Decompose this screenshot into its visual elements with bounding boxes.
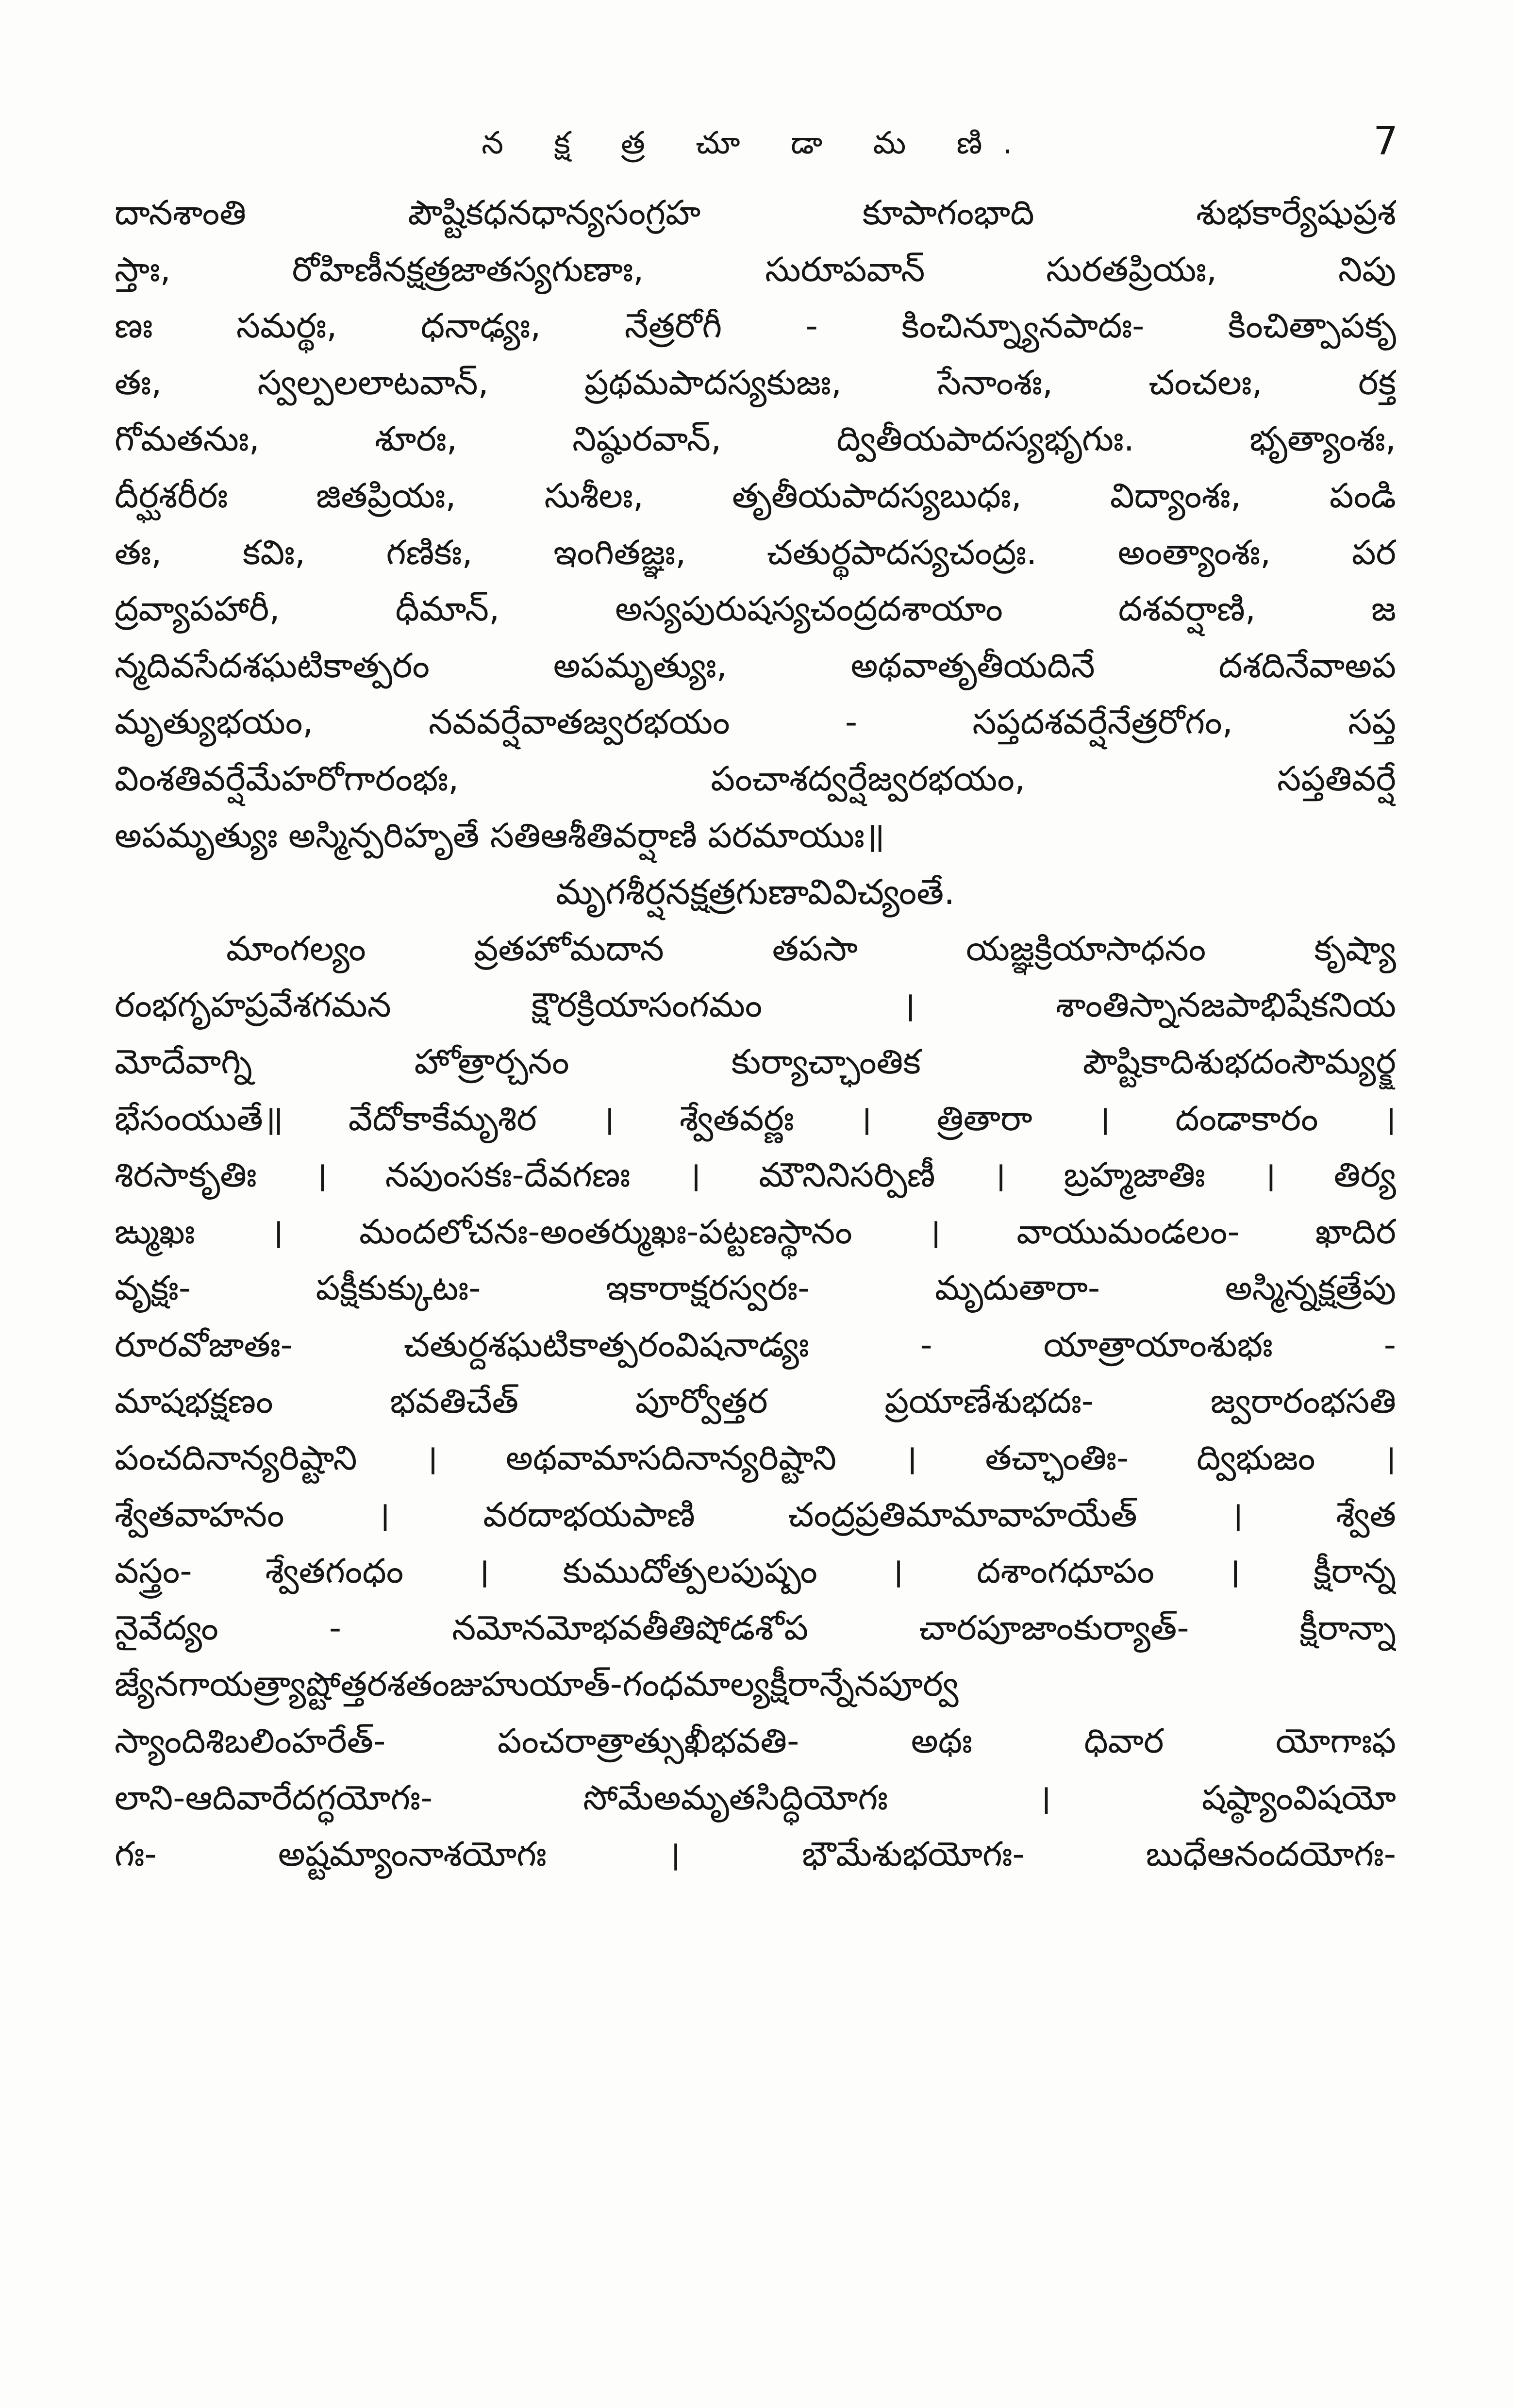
text-line: ణః సమర్థః, ధనాఢ్యః, నేత్రరోగీ - కించిన్న్యూనపాదః- కించిత్పాపకృ (115, 306, 1396, 346)
running-head-title: న క్ష త్ర చూ డా మ ణి. (482, 125, 1033, 161)
text-line: తః, స్వల్పలలాటవాన్, ప్రథమపాదస్యకుజః, సేనాంశః, చంచలః, రక్త (115, 362, 1396, 402)
text-line: భేసంయుతే॥ వేదోకాకేమృశిర । శ్వేతవర్ణః । త్రితారా । దండాకారం । (115, 1098, 1396, 1138)
text-line: శ్వేతవాహనం । వరదాభయపాణి చంద్రప్రతిమామావాహయేత్ । శ్వేత (115, 1494, 1396, 1535)
text-line: అపమృత్యుః అస్మిన్పరిహృతే సతిఆశీతివర్షాణి పరమాయుః॥ (115, 815, 885, 855)
text-line: రంభగృహప్రవేశగమన క్షౌరక్రియాసంగమం । శాంతిస్నానజపాభిషేకనియ (115, 985, 1396, 1025)
text-line: న్మదివసేదశఘటికాత్పరం అపమృత్యుః, అథవాతృతీయదినే దశదినేవాఅప (115, 645, 1396, 686)
text-line: ద్రవ్యాపహారీ, ధీమాన్, అస్యపురుషస్యచంద్రదశాయాం దశవర్షాణి, జ (115, 589, 1396, 629)
text-line: గః- అష్టమ్యాంనాశయోగః । భౌమేశుభయోగః- బుధేఆనందయోగః- (115, 1834, 1396, 1874)
text-line: మాంగల్యం వ్రతహోమదాన తపసా యజ్ఞక్రియాసాధనం కృష్యా (226, 928, 1396, 969)
text-line: వస్త్రం- శ్వేతగంధం । కుముదోత్పలపుష్పం । దశాంగధూపం । క్షీరాన్న (115, 1551, 1396, 1591)
text-line: రూరవోజాతః- చతుర్దశఘటికాత్పరంవిషనాడ్యః - యాత్రాయాంశుభః - (115, 1324, 1396, 1365)
section-heading: మృగశీర్షనక్షత్రగుణావివిచ్యంతే. (555, 871, 955, 913)
text-line: వింశతివర్షేమేహరోగారంభః, పంచాశద్వర్షేజ్వరభయం, సప్తతివర్షే (115, 758, 1396, 799)
text-line: దీర్ఘశరీరః జితప్రియః, సుశీలః, తృతీయపాదస్యబుధః, విద్యాంశః, పండి (115, 475, 1396, 516)
text-line: లాని-ఆదివారేదగ్ధయోగః- సోమేఅమృతసిద్ధియోగః । షష్ఠ్యాంవిషయో (115, 1777, 1396, 1818)
text-line: మృత్యుభయం, నవవర్షేవాతజ్వరభయం - సప్తదశవర్షేనేత్రరోగం, సప్త (115, 702, 1396, 742)
body-text (115, 184, 1396, 1883)
text-line: వృక్షః- పక్షీకుక్కుటః- ఇకారాక్షరస్వరః- మృదుతారా- అస్మిన్నక్షత్రేపు (115, 1268, 1396, 1308)
text-line: శిరసాకృతిః । నపుంసకః-దేవగణః । మౌనినిసర్పిణీ । బ్రహ్మజాతిః । తిర్య (115, 1155, 1396, 1195)
text-line: మోదేవాగ్ని హోత్రార్చనం కుర్యాచ్ఛాంతిక పౌష్టికాదిశుభదంసౌమ్యర్క్ష (115, 1041, 1396, 1082)
text-line: స్తాః, రోహిణీనక్షత్రజాతస్యగుణాః, సురూపవాన్ సురతప్రియః, నిపు (115, 249, 1396, 289)
page-number: 7 (1373, 118, 1398, 164)
text-line: మాషభక్షణం భవతిచేత్ పూర్వోత్తర ప్రయాణేశుభదః- జ్వరారంభసతి (115, 1381, 1396, 1421)
text-line: తః, కవిః, గణికః, ఇంగితజ్ఞః, చతుర్థపాదస్యచంద్రః. అంత్యాంశః, పర (115, 532, 1396, 572)
text-line: నైవేద్యం - నమోనమోభవతీతిషోడశోప చారపూజాంకుర్యాత్- క్షీరాన్నా (115, 1607, 1396, 1648)
text-line: స్యాందిశిబలింహరేత్- పంచరాత్రాత్సుఖీభవతి- అథః ధివార యోగాఃఫ (115, 1721, 1396, 1761)
text-line: గోమతనుః, శూరః, నిష్ఠురవాన్, ద్వితీయపాదస్యభృగుః. భృత్యాంశః, (115, 419, 1396, 459)
text-line: జ్యేనగాయత్ర్యాష్టోత్తరశతంజుహుయాత్-గంధమాల్యక్షీరాన్నేనపూర్వ (115, 1664, 959, 1705)
text-line: పంచదినాన్యరిష్టాని । అథవామాసదినాన్యరిష్టాని । తచ్ఛాంతిః- ద్విభుజం । (115, 1438, 1396, 1478)
text-line: ఙ్ముఖః । మందలోచనః-అంతర్ముఖః-పట్టణస్థానం । వాయుమండలం- ఖాదిర (115, 1211, 1396, 1252)
text-line: దానశాంతి పౌష్టికధనధాన్యసంగ్రహ కూపాగంభాది శుభకార్యేషుప్రశ (115, 193, 1396, 233)
